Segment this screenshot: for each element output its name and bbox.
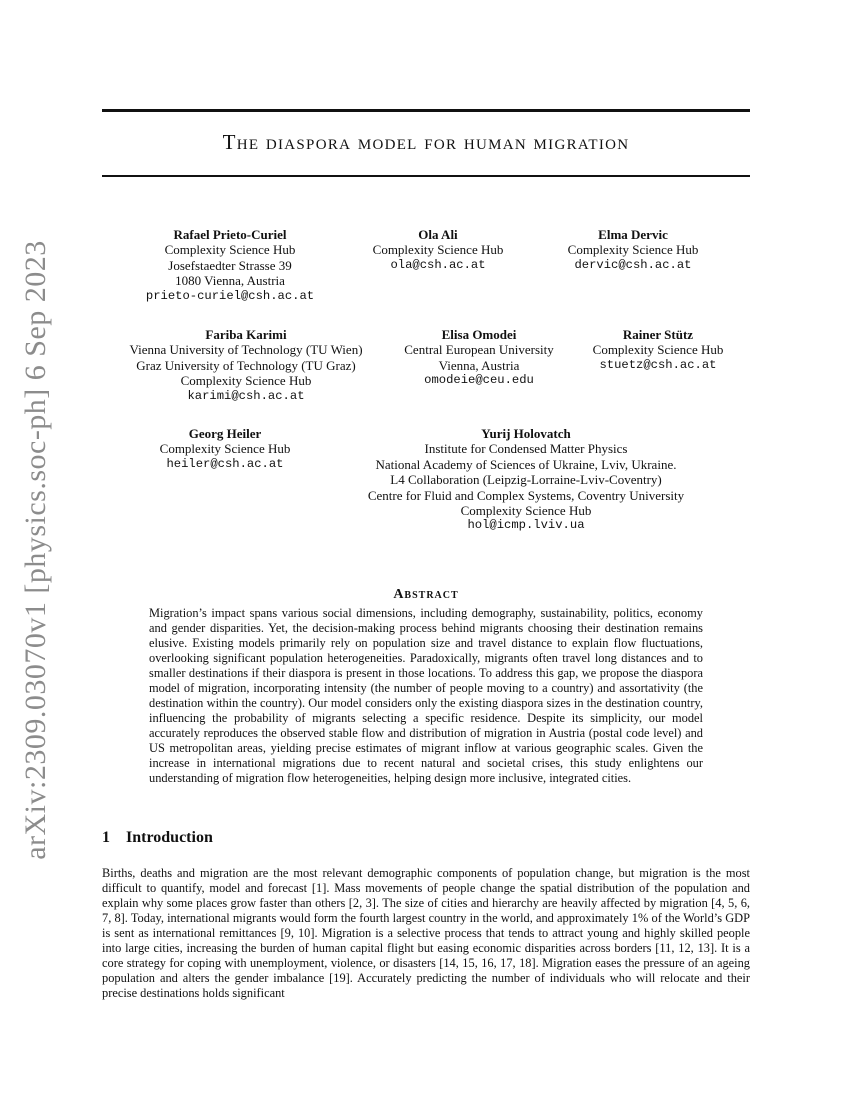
author-email: omodeie@ceu.edu — [424, 373, 534, 388]
author-affiliation: Central European University — [404, 342, 554, 358]
author-name: Ola Ali — [418, 227, 458, 242]
author-affiliation: Complexity Science Hub — [159, 441, 291, 457]
author-affiliation: National Academy of Sciences of Ukraine, Lviv, Ukraine. — [375, 456, 677, 472]
author-name: Yurij Holovatch — [481, 426, 571, 441]
author-email: prieto-curiel@csh.ac.at — [145, 288, 315, 303]
paper-title: The diaspora model for human migration — [222, 130, 630, 154]
author-affiliation: Institute for Condensed Matter Physics — [424, 441, 628, 457]
author-affiliation: Vienna, Austria — [438, 357, 520, 373]
introduction-text: Births, deaths and migration are the most relevant demographic components of population change, but migration is the most difficult to quantify, model and forecast [1]. Mass movements of people change the spatial distribution of the population and explain why some places grow faster than others [2, 3]. The size of cities and hierarchy are heavily affected by migration [4, 5, 6, 7, 8]. Today, international migrants would form the fourth largest country in the world, and approximately 1% of the World’s GDP is sent as international remittances [9, 10]. Migration is a selective process that tends to attract young and highly skilled people into large cities, increasing the burden of human capital flight but easing economic disparities across borders [11, 12, 13]. It is a core strategy for coping with unemployment, violence, or disasters [14, 15, 16, 17, 18]. Migration eases the pressure of an ageing population and alters the gender imbalance [19]. Accurately predicting the number of individuals who will relocate and their precise destinations holds significant — [102, 866, 750, 1000]
author-email: karimi@csh.ac.at — [187, 388, 305, 403]
author-block — [368, 426, 684, 534]
title-rule-top — [102, 109, 750, 112]
author-affiliation: Complexity Science Hub — [180, 373, 312, 389]
author-affiliation: Complexity Science Hub — [164, 242, 296, 258]
author-block — [160, 426, 291, 472]
author-affiliation: Complexity Science Hub — [567, 242, 699, 258]
arxiv-stamp: arXiv:2309.03070v1 [physics.soc-ph] 6 Sep 2023 — [19, 240, 52, 860]
author-affiliation: L4 Collaboration (Leipzig-Lorraine-Lviv-Coventry) — [390, 472, 662, 488]
author-block — [568, 227, 699, 273]
section-number: 1 — [102, 829, 110, 846]
author-email: stuetz@csh.ac.at — [599, 357, 717, 372]
author-name: Rainer Stütz — [622, 327, 694, 342]
author-email: hol@icmp.lviv.ua — [467, 518, 585, 533]
section-heading-introduction — [102, 829, 213, 847]
author-name: Elma Dervic — [598, 227, 668, 242]
author-name: Elisa Omodei — [441, 327, 517, 342]
title-rule-bottom — [102, 175, 750, 177]
author-name: Rafael Prieto-Curiel — [173, 227, 287, 242]
author-affiliation: Complexity Science Hub — [460, 503, 592, 519]
author-email: heiler@csh.ac.at — [166, 456, 284, 471]
author-block — [593, 327, 724, 373]
section-title: Introduction — [126, 829, 213, 846]
author-affiliation: Graz University of Technology (TU Graz) — [136, 357, 356, 373]
abstract-text: Migration’s impact spans various social dimensions, including demography, sustainability, politics, economy and gender disparities. Yet, the decision-making process behind migrants choosing their destination remains elusive. Existing models primarily rely on population size and travel distance to explain flow fluctuations, overlooking significant population heterogeneities. Paradoxically, migrants often travel long distances and to smaller destinations if their diaspora is present in those locations. To address this gap, we propose the diaspora model of migration, incorporating intensity (the number of people moving to a country) and assortativity (the destination within the country). Our model considers only the existing diaspora sizes in the destination country, influencing the probability of migrants selecting a specific residence. Despite its simplicity, our model accurately reproduces the observed stable flow and distribution of migration in Austria (postal code level) and US metropolitan areas, yielding precise estimates of migrant inflow at various geographic scales. Given the increase in international migrations due to recent natural and societal crises, this study enlightens our understanding of migration flow heterogeneities, helping design more inclusive, integrated cities. — [149, 606, 703, 785]
author-email: dervic@csh.ac.at — [574, 257, 692, 272]
author-affiliation: Josefstaedter Strasse 39 — [168, 257, 292, 273]
author-name: Georg Heiler — [188, 426, 262, 441]
author-block — [373, 227, 504, 273]
author-name: Fariba Karimi — [205, 327, 287, 342]
author-block — [129, 327, 362, 404]
author-block — [146, 227, 314, 304]
author-affiliation: Centre for Fluid and Complex Systems, Coventry University — [367, 487, 685, 503]
author-email: ola@csh.ac.at — [390, 257, 486, 272]
author-affiliation: Complexity Science Hub — [372, 242, 504, 258]
author-affiliation: Complexity Science Hub — [592, 342, 724, 358]
author-affiliation: 1080 Vienna, Austria — [175, 273, 285, 289]
author-block — [404, 327, 553, 389]
author-affiliation: Vienna University of Technology (TU Wien) — [129, 342, 363, 358]
abstract-heading: Abstract — [393, 587, 459, 602]
